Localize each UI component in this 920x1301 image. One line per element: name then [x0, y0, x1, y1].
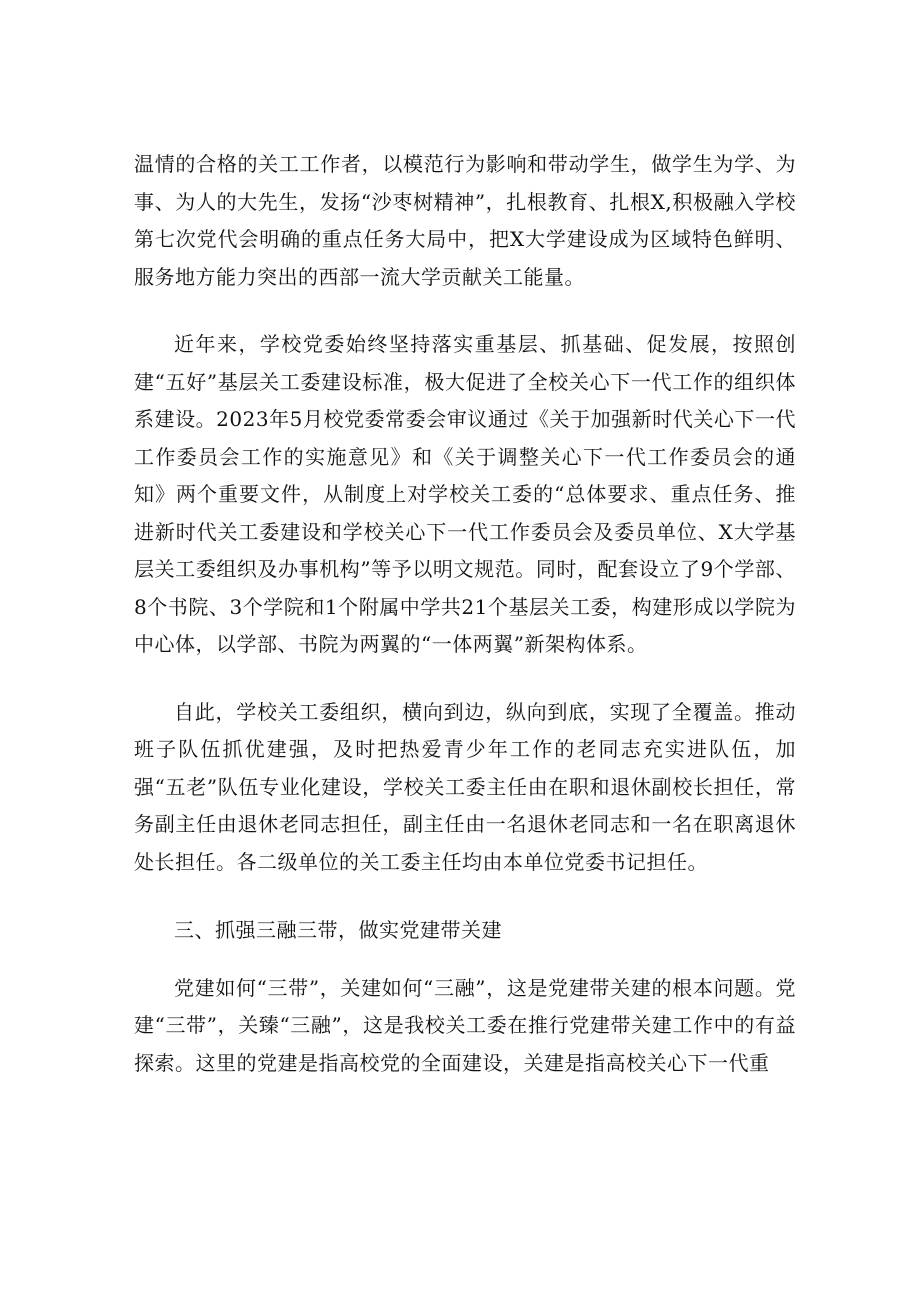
paragraph-4: 党建如何“三带”，关建如何“三融”，这是党建带关建的根本问题。党建“三带”，关臻“三融”，这是我校关工委在推行党建带关建工作中的有益探索。这里的党建是指高校党的全面建设，关建是指高校关心下一代重 [134, 975, 796, 1075]
paragraph-2: 近年来，学校党委始终坚持落实重基层、抓基础、促发展，按照创建“五好”基层关工委建设标准，极大促进了全校关心下一代工作的组织体系建设。2023年5月校党委常委会审议通过《关于加强新时代关心下一代工作委员会工作的实施意见》和《关于调整关心下一代工作委员会的通知》两个重要文件，从制度上对学校关工委的“总体要求、重点任务、推进新时代关工委建设和学校关心下一代工作委员会及委员单位、X大学基层关工委组织及办事机构”等予以明文规范。同时，配套设立了9个学部、8个书院、3个学院和1个附属中学共21个基层关工委，构建形成以学院为中心体，以学部、书院为两翼的“一体两翼”新架构体系。 [134, 332, 796, 656]
paragraph-3: 自此，学校关工委组织，横向到边，纵向到底，实现了全覆盖。推动班子队伍抓优建强，及时把热爱青少年工作的老同志充实进队伍，加强“五老”队伍专业化建设，学校关工委主任由在职和退休副校长担任，常务副主任由退休老同志担任，副主任由一名退休老同志和一名在职离退休处长担任。各二级单位的关工委主任均由本单位党委书记担任。 [134, 699, 796, 874]
document-body [134, 146, 796, 1082]
section-heading: 三、抓强三融三带，做实党建带关建 [174, 918, 502, 942]
paragraph-1: 温情的合格的关工工作者，以模范行为影响和带动学生，做学生为学、为事、为人的大先生，发扬“沙枣树精神”，扎根教育、扎根X,积极融入学校第七次党代会明确的重点任务大局中，把X大学建设成为区域特色鲜明、服务地方能力突出的西部一流大学贡献关工能量。 [134, 152, 796, 289]
